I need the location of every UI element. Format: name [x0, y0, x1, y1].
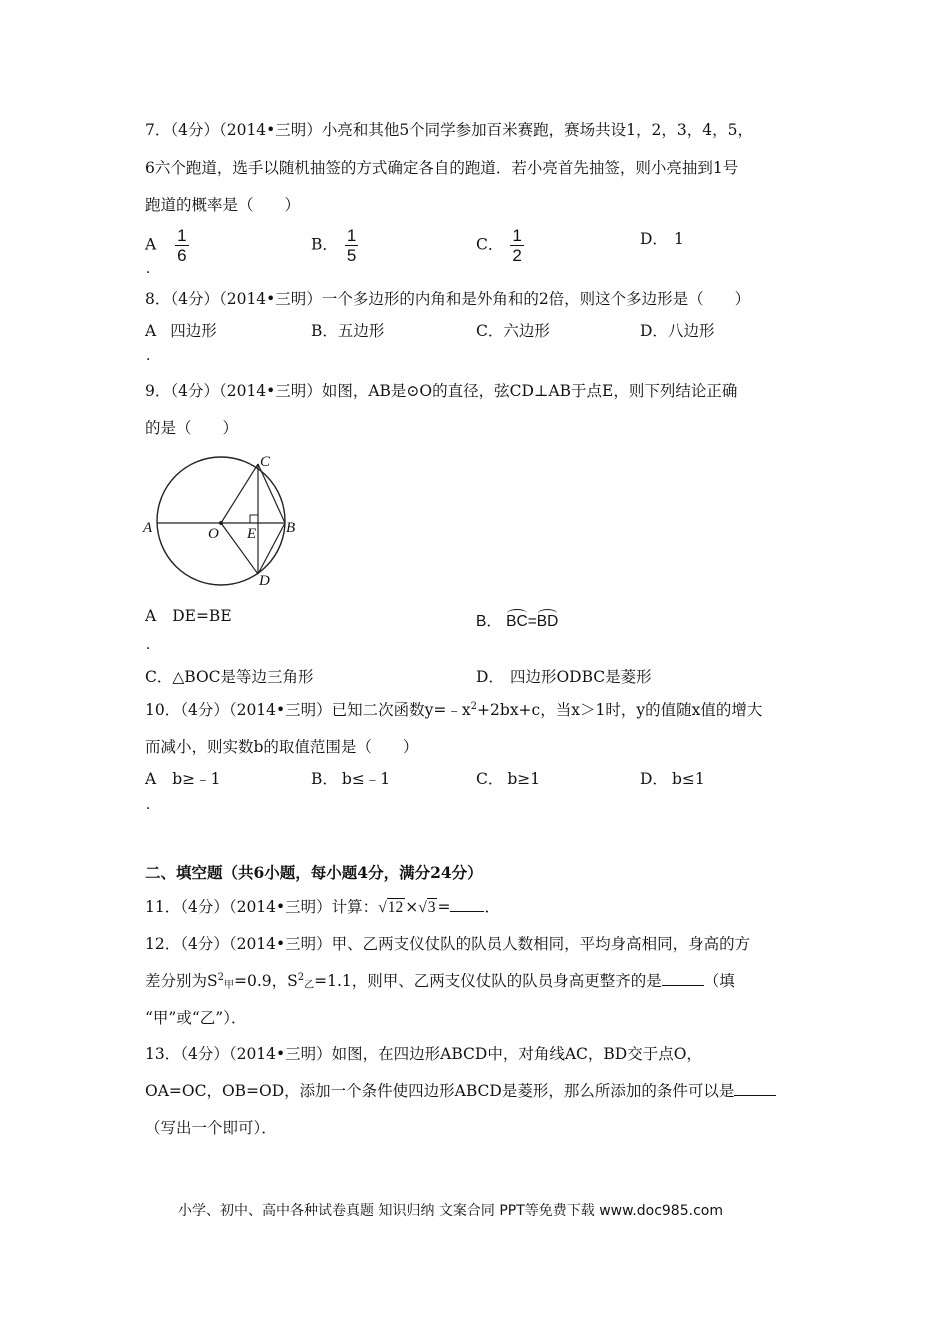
q10-option-b	[311, 767, 390, 789]
arc-bd: BD	[536, 613, 559, 630]
equals-sign: =	[527, 613, 537, 630]
option-label: D．	[476, 668, 504, 686]
section-heading: 二、填空题（共6小题，每小题4分，满分24分）	[145, 863, 483, 882]
q12-text: 差分别为S	[145, 972, 218, 990]
segment-oc	[221, 464, 258, 523]
q7-line3: 跑道的概率是（ ）	[145, 196, 301, 214]
option-label: A	[145, 770, 157, 788]
q12-line1: 12．（4分）（2014•三明）甲、乙两支仪仗队的队员人数相同，平均身高相同，身高的方	[145, 935, 751, 953]
q10-option-d	[640, 767, 705, 789]
q13-line3: （写出一个即可）．	[145, 1119, 277, 1137]
q12-text: =1.1，则甲、乙两支仪仗队的队员身高更整齐的是	[314, 972, 662, 990]
q7-line1: 7．（4分）（2014•三明）小亮和其他5个同学参加百米赛跑，赛场共设1，2，3，4，5，	[145, 121, 753, 139]
label-o: O	[208, 526, 219, 542]
q7-option-d	[640, 227, 684, 249]
q10-line1-part-a: 10．（4分）（2014•三明）已知二次函数y=﹣x	[145, 701, 471, 719]
option-text: △BOC是等边三角形	[172, 668, 314, 686]
q12-text: =0.9，S	[234, 972, 298, 990]
q10-option-c	[476, 767, 540, 789]
answer-blank[interactable]	[662, 971, 704, 986]
label-d: D	[259, 573, 270, 589]
option-label: B．	[311, 235, 338, 254]
q7-line2: 6六个跑道，选手以随机抽签的方式确定各自的跑道．若小亮首先抽签，则小亮抽到1号	[145, 159, 739, 177]
option-text: b≤1	[671, 770, 705, 788]
radicand-12: 12	[387, 899, 404, 916]
label-b: B	[286, 520, 296, 536]
subscript-jia: 甲	[224, 980, 234, 991]
q8-option-a	[145, 319, 217, 341]
center-point	[219, 521, 223, 525]
denominator: 5	[346, 246, 357, 265]
q12-text: （填	[703, 972, 735, 990]
label-c: C	[260, 454, 271, 470]
segment-cb	[258, 464, 285, 523]
option-label: C．	[476, 235, 504, 254]
option-label: B．	[311, 770, 338, 788]
q9-line1: 9．（4分）（2014•三明）如图，AB是⊙O的直径，弦CD⊥AB于点E，则下列结论正确	[145, 382, 738, 400]
q12-line3: “甲”或“乙”）．	[145, 1009, 247, 1027]
q13-line2	[145, 1079, 776, 1101]
option-text: 1	[673, 230, 684, 248]
numerator: 1	[177, 226, 187, 245]
q8-line1: 8．（4分）（2014•三明）一个多边形的内角和是外角和的2倍，则这个多边形是（ ）	[145, 290, 751, 308]
option-label: C．	[476, 770, 504, 788]
q9-option-a	[145, 607, 232, 625]
subscript-yi: 乙	[304, 980, 315, 991]
option-label: A	[145, 322, 157, 340]
fraction	[510, 226, 523, 265]
times-sign: ×	[405, 898, 419, 916]
q10-option-a-dot: ．	[146, 797, 160, 813]
option-label: B．	[476, 613, 502, 630]
option-label: D．	[640, 770, 668, 788]
q9-option-c	[145, 665, 314, 687]
q10-line1	[145, 698, 762, 720]
q12-line2	[145, 969, 735, 991]
q7-option-c	[476, 226, 524, 265]
option-text: b≤﹣1	[341, 770, 391, 788]
answer-blank[interactable]	[450, 897, 484, 912]
q9-line2: 的是（ ）	[145, 419, 239, 437]
q8-option-d	[640, 319, 714, 341]
option-label: C．	[145, 668, 173, 686]
q10-option-a	[145, 767, 220, 789]
q10-line1-part-b: +2bx+c，当x＞1时，y的值随x值的增大	[477, 701, 763, 719]
exponent: 2	[217, 972, 224, 983]
sqrt-3: √3	[418, 899, 436, 916]
numerator: 1	[346, 226, 357, 245]
equals-sign: =	[437, 898, 451, 916]
option-text: 五边形	[337, 322, 385, 340]
option-text: b≥1	[507, 770, 541, 788]
q9-option-b	[476, 609, 558, 631]
q11-end: ．	[484, 898, 500, 916]
option-label: A	[145, 607, 157, 625]
label-e: E	[247, 526, 257, 542]
option-text: 四边形	[170, 322, 217, 340]
q11-prefix: 11．（4分）（2014•三明）计算：	[145, 898, 379, 916]
q8-option-a-dot: ．	[146, 348, 160, 364]
label-a: A	[143, 520, 153, 536]
option-label: C．	[476, 322, 504, 340]
option-text: 八边形	[667, 322, 715, 340]
footer-banner: 小学、初中、高中各种试卷真题 知识归纳 文案合同 PPT等免费下载 www.doc985.com	[178, 1203, 723, 1219]
q10-line2: 而减小，则实数b的取值范围是（ ）	[145, 738, 419, 756]
q8-option-c	[476, 319, 550, 341]
q9-option-a-dot: ．	[146, 637, 160, 653]
option-label: D．	[640, 230, 668, 248]
q8-option-b	[311, 319, 384, 341]
radicand-3: 3	[427, 899, 436, 916]
option-text: 四边形ODBC是菱形	[509, 668, 652, 686]
fraction	[345, 226, 358, 265]
q11-line	[145, 895, 500, 917]
option-label: B．	[311, 322, 338, 340]
q10-exponent: 2	[470, 701, 478, 712]
right-angle-mark	[250, 515, 258, 523]
denominator: 6	[177, 246, 187, 265]
q13-line1: 13．（4分）（2014•三明）如图，在四边形ABCD中，对角线AC，BD交于点O，	[145, 1045, 702, 1063]
circle-diagram	[140, 450, 305, 590]
option-label: D．	[640, 322, 668, 340]
exponent: 2	[297, 972, 305, 983]
option-label: A	[145, 235, 157, 254]
q7-option-a-dot: ．	[146, 261, 160, 277]
sqrt-12: √12	[378, 899, 404, 916]
segment-db	[258, 523, 285, 574]
q7-option-b	[311, 226, 358, 265]
arc-bc: BC	[506, 613, 528, 630]
q13-text: OA=OC，OB=OD，添加一个条件使四边形ABCD是菱形，那么所添加的条件可以是	[145, 1082, 735, 1100]
answer-blank[interactable]	[734, 1081, 776, 1096]
option-text: 六边形	[503, 322, 550, 340]
numerator: 1	[512, 226, 522, 245]
fraction	[175, 226, 188, 265]
denominator: 2	[512, 246, 522, 265]
option-text: b≥﹣1	[172, 770, 221, 788]
q9-option-d	[476, 665, 652, 687]
option-text: DE=BE	[172, 607, 232, 625]
